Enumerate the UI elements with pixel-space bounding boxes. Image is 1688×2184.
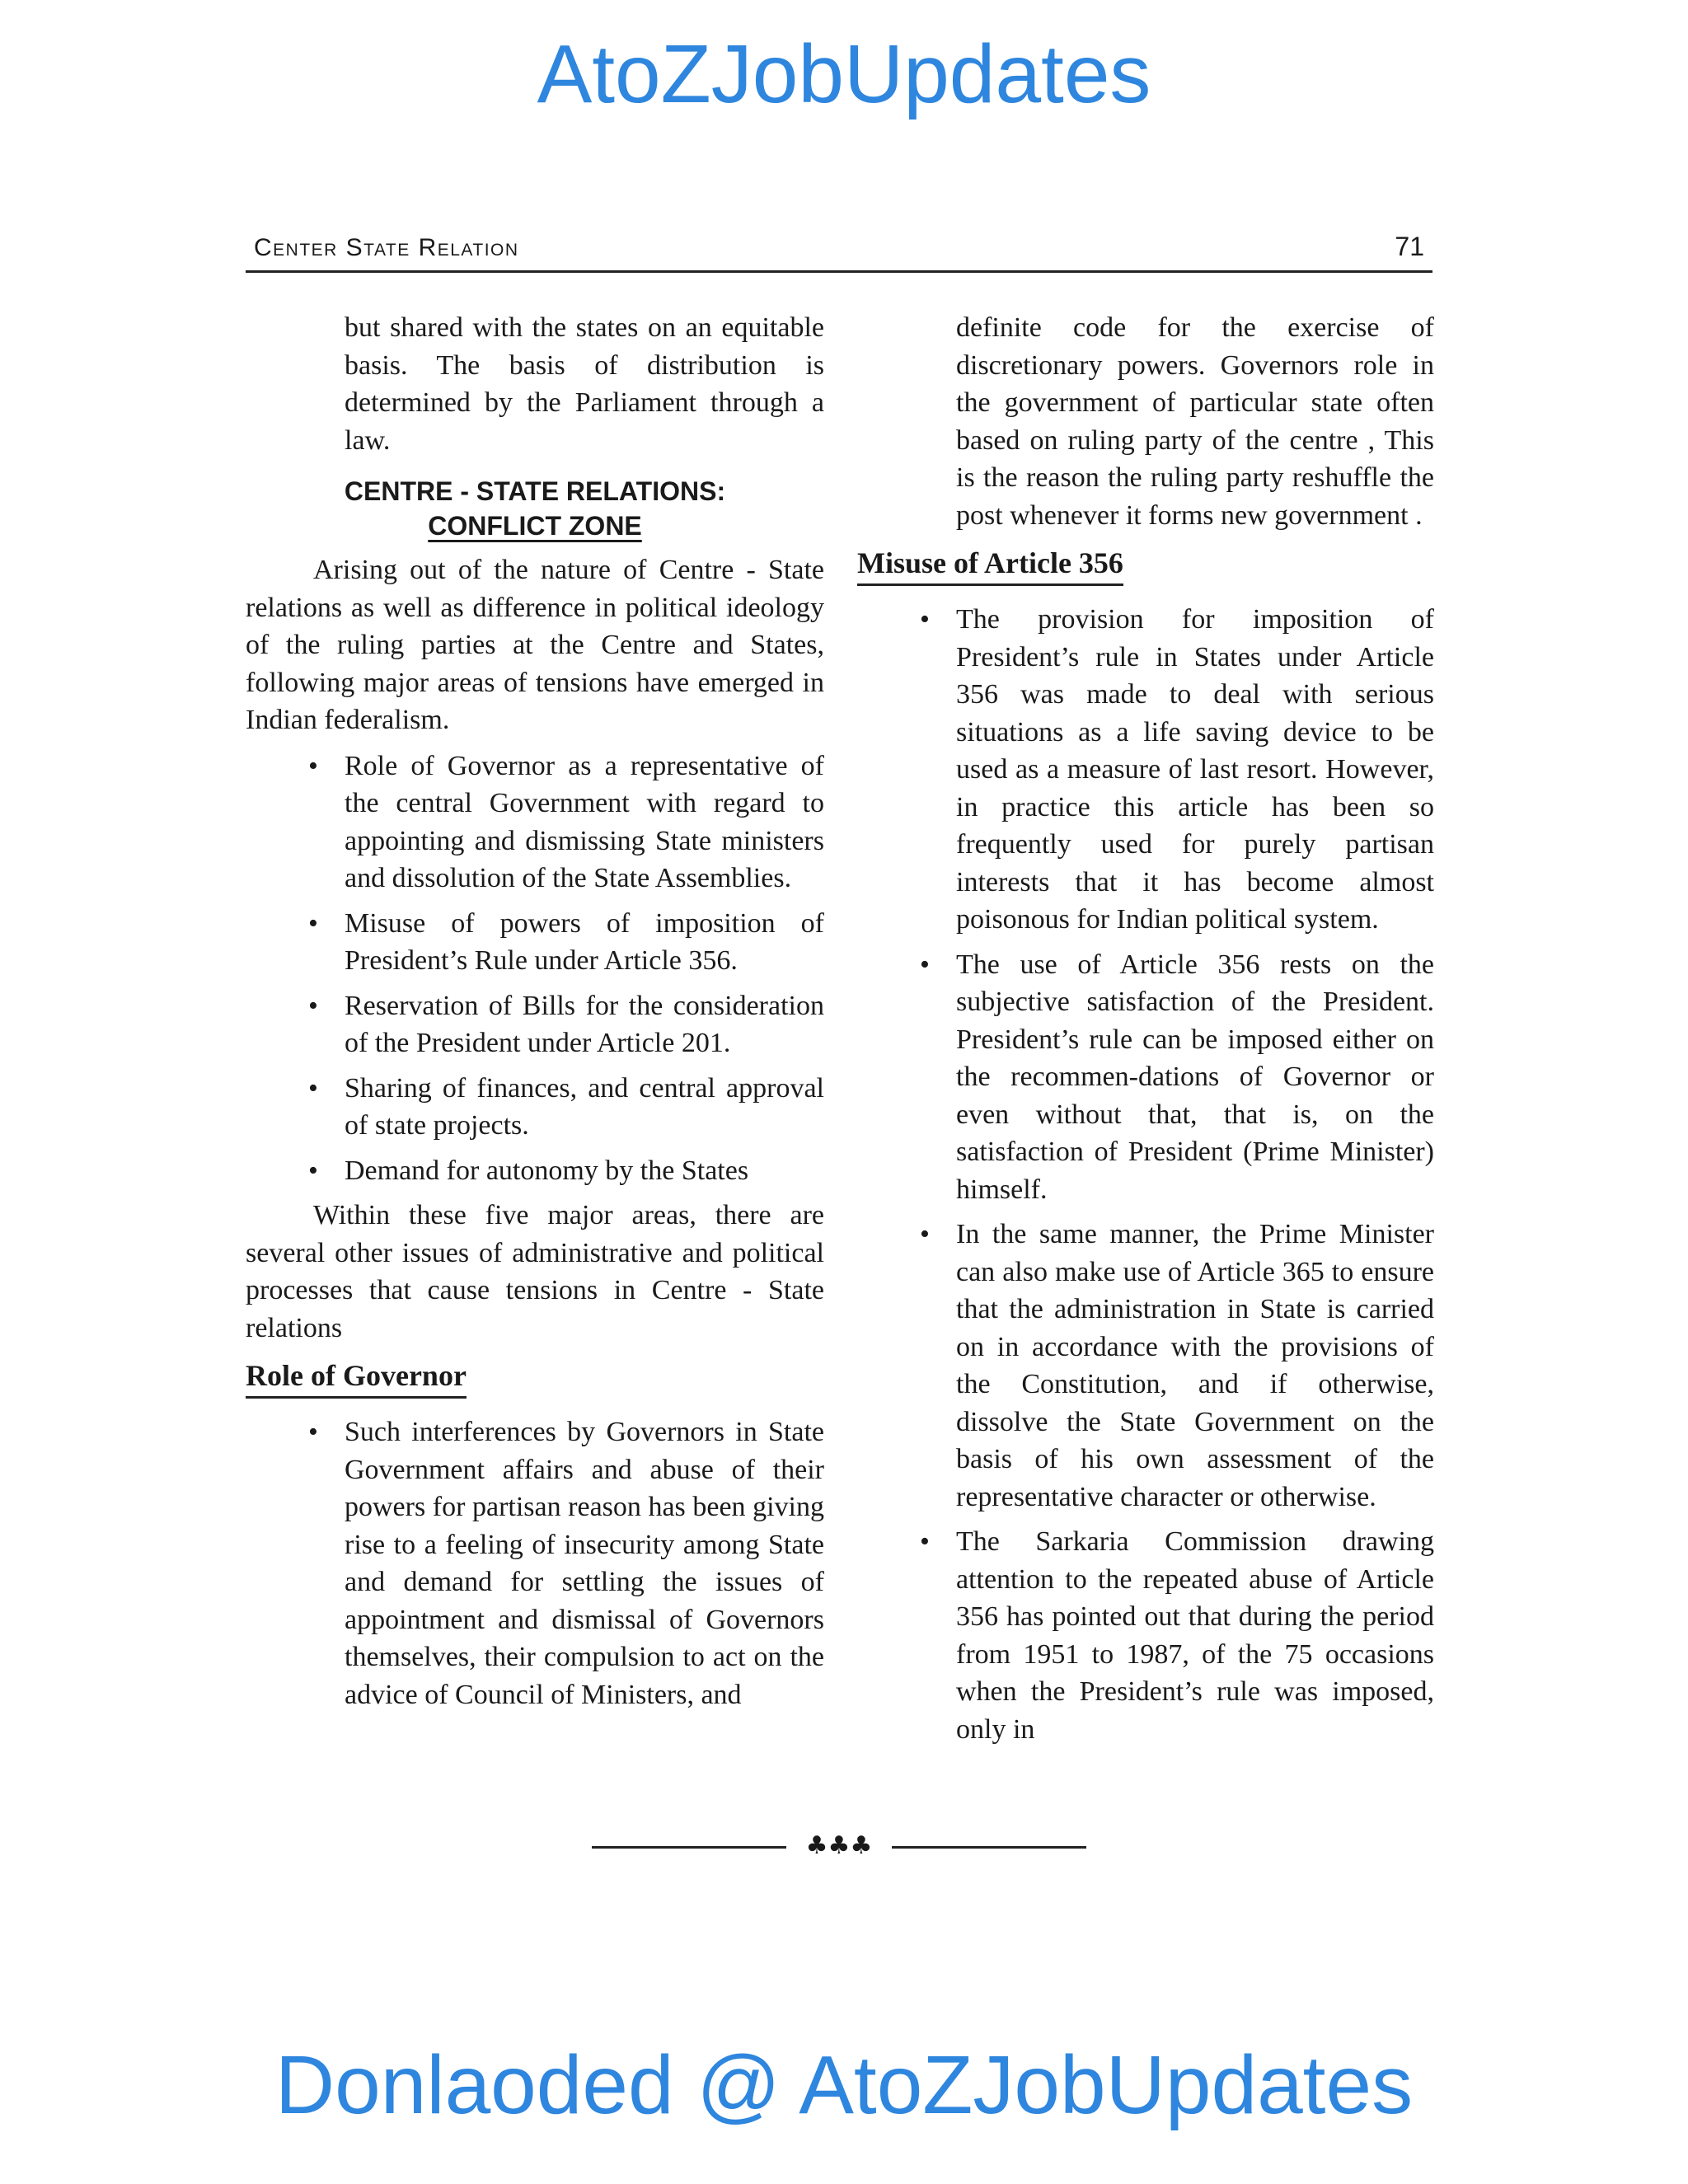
- article-356-list: [857, 601, 1434, 1748]
- running-header: [246, 229, 1432, 273]
- section-heading: [246, 474, 824, 543]
- governor-list: [246, 1413, 824, 1713]
- subheading-misuse-article-356: Misuse of Article 356: [857, 544, 1123, 586]
- running-title: Center State Relation: [254, 234, 519, 261]
- list-item: • Reservation of Bills for the consideration of the President under Article 201.: [345, 987, 824, 1062]
- clubs-icon: ♣♣♣: [805, 1831, 873, 1860]
- paragraph-tensions: Arising out of the nature of Centre - State relations as well as difference in political ideology of the ruling parties at the Centre and States, following major areas of tensions have emerged in Indian federalism.: [246, 555, 824, 735]
- tension-areas-list: [246, 748, 824, 1190]
- intro-continuation: but shared with the states on an equitable basis. The basis of distribution is determined by the Parliament through a law.: [345, 312, 824, 456]
- list-item: • The Sarkaria Commission drawing attention to the repeated abuse of Article 356 has pointed out that during the period from 1951 to 1987, of the 75 occasions when the President’s rule was imposed, only in: [956, 1523, 1434, 1748]
- section-heading-line1: CENTRE - STATE RELATIONS:: [344, 476, 726, 506]
- section-end-ornament: [592, 1830, 1086, 1863]
- section-heading-line2: CONFLICT ZONE: [428, 511, 642, 541]
- list-item: • The provision for imposition of President’s rule in States under Article 356 was made to deal with serious situations as a life saving device to be used as a measure of last resort. However, in practice this article has been so frequently used for purely partisan interests that it has become almost poisonous for Indian political system.: [956, 601, 1434, 939]
- right-continuation: definite code for the exercise of discretionary powers. Governors role in the government of particular state often based on ruling party of the centre , This is the reason the ruling party reshuffle the post whenever it forms new government .: [956, 312, 1434, 531]
- paragraph-other-issues: Within these five major areas, there are several other issues of administrative and political processes that cause tensions in Centre - State relations: [246, 1200, 824, 1343]
- ornament-rule-right: [892, 1846, 1086, 1849]
- list-item: • Misuse of powers of imposition of President’s Rule under Article 356.: [345, 905, 824, 980]
- list-item: • In the same manner, the Prime Minister can also make use of Article 365 to ensure that the administration in State is carried on in accordance with the provisions of the Constitution, and if otherwise, dissolve the State Government on the basis of his own assessment of the representative character or otherwise.: [956, 1216, 1434, 1516]
- watermark-top: AtoZJobUpdates: [537, 28, 1151, 120]
- list-item: • Sharing of finances, and central approval of state projects.: [345, 1070, 824, 1145]
- right-column: [857, 309, 1434, 1755]
- left-column: [246, 309, 824, 1721]
- subheading-role-of-governor: Role of Governor: [246, 1357, 467, 1399]
- list-item: • The use of Article 356 rests on the subjective satisfaction of the President. President’s rule can be imposed either on the recommen-dations of Governor or even without that, that is, on the satisfaction of President (Prime Minister) himself.: [956, 946, 1434, 1209]
- list-item: • Such interferences by Governors in State Government affairs and abuse of their powers for partisan reason has been giving rise to a feeling of insecurity among State and demand for settling the issues of appointment and dismissal of Governors themselves, their compulsion to act on the advice of Council of Ministers, and: [345, 1413, 824, 1713]
- list-item: • Demand for autonomy by the States: [345, 1152, 824, 1190]
- list-item: • Role of Governor as a representative of the central Government with regard to appointing and dismissing State ministers and dissolution of the State Assemblies.: [345, 748, 824, 898]
- page-number: 71: [1395, 232, 1424, 261]
- watermark-bottom: Donlaoded @ AtoZJobUpdates: [274, 2039, 1414, 2131]
